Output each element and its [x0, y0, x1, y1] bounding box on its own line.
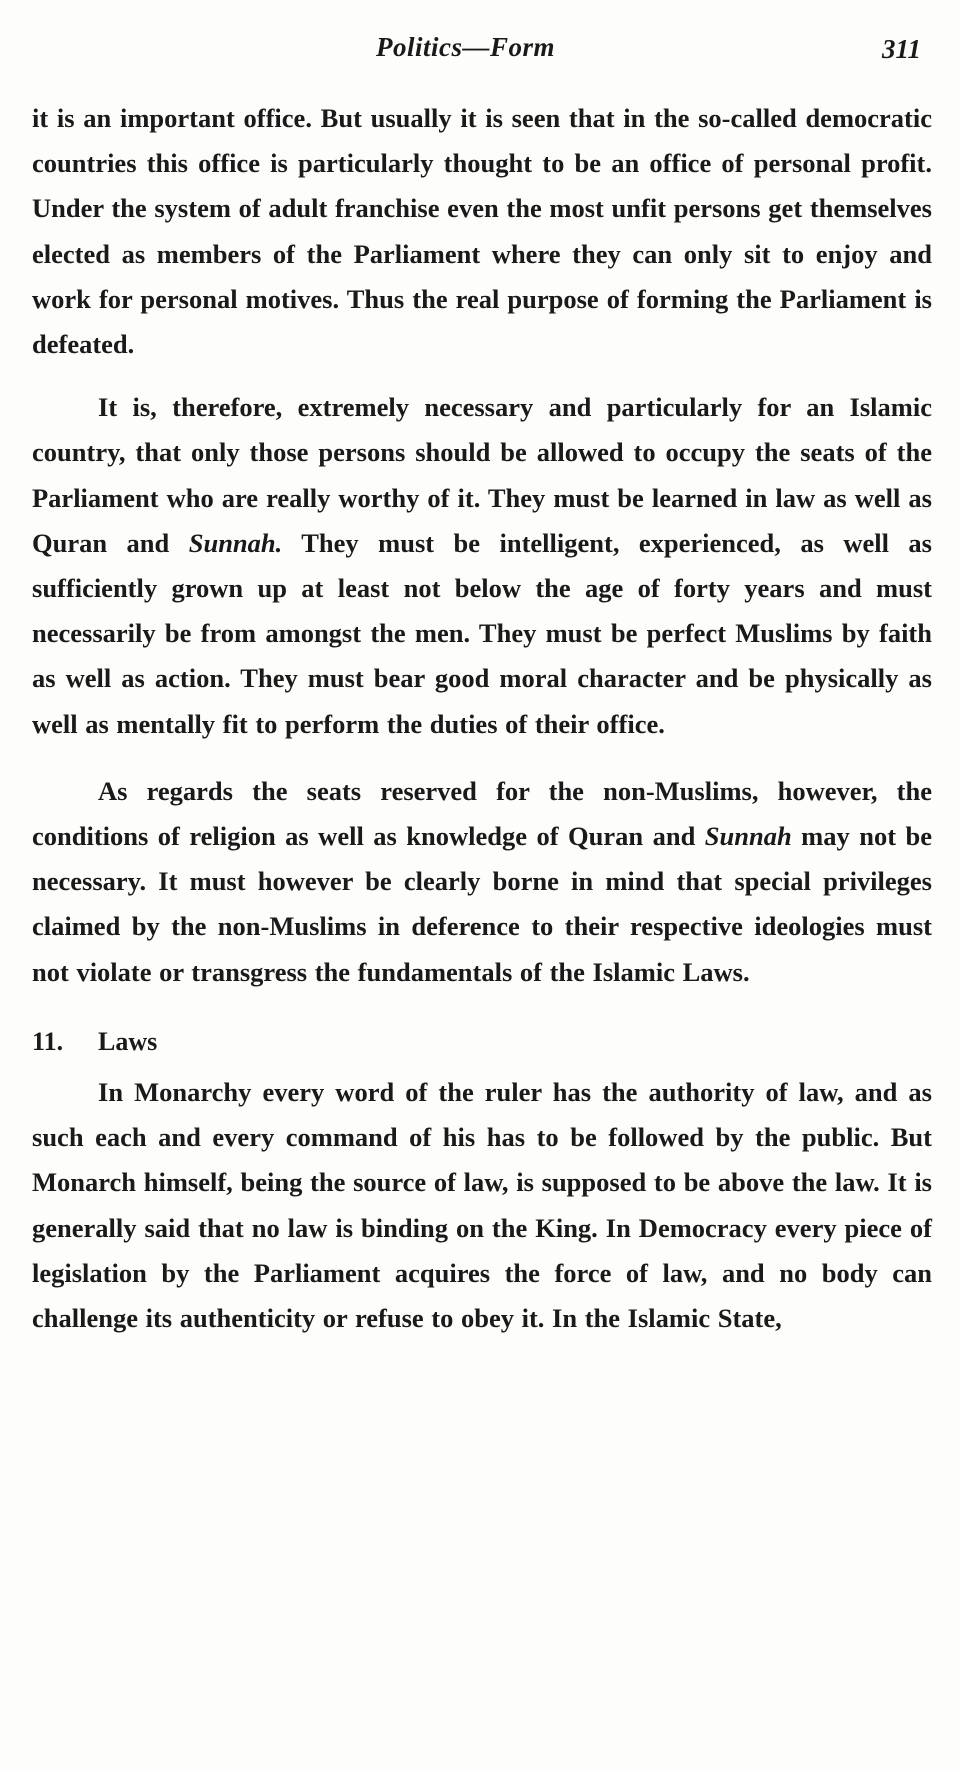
paragraph-non-muslim-seats [32, 769, 932, 995]
paragraph-laws: In Monarchy every word of the ruler has the authority of law, and as such each and every command of his has to be followed by the public. But Monarch himself, being the source of law, is supposed to be above the law. It is generally said that no law is binding on the King. In Democracy every piece of legislation by the Parliament acquires the force of law, and no body can challenge its authenticity or refuse to obey it. In the Islamic State, [32, 1077, 932, 1334]
page-number: 311 [882, 34, 922, 64]
section-heading-laws [32, 1019, 932, 1064]
paragraph-text: It is, therefore, extremely necessary and particularly for an Islamic country, that only those persons should be allowed to occupy the seats of the Parliament who are really worthy of it. They must be learned in law as well as Quran and [32, 392, 932, 558]
paragraph-text: may not be necessary. It must however be clearly borne in mind that special privileges claimed by the non-Muslims in deference to their respective ideologies must not violate or transgress the fundamentals of the Islamic Laws. [32, 821, 932, 987]
italic-term: Sunnah. [188, 527, 283, 558]
running-head [0, 32, 960, 72]
section-title: Laws [98, 1026, 158, 1056]
paragraph-member-qualifications [32, 385, 932, 747]
paragraph-parliament-office: it is an important office. But usually it is seen that in the so-called democratic countries this office is particularly thought to be an office of personal profit. Under the system of adult franchise even the most unfit persons get themselves elected as members of the Parliament where they can only sit to enjoy and work for personal motives. Thus the real purpose of forming the Parliament is defeated. [32, 103, 932, 360]
italic-term: Sunnah [704, 821, 792, 852]
paragraph-text: They must be intelligent, experienced, as well as sufficiently grown up at least not below the age of forty years and must necessarily be from amongst the men. They must be perfect Muslims by faith as well as action. They must bear good moral character and be physically as well as mentally fit to perform the duties of their office. [32, 527, 932, 739]
body-text [32, 96, 932, 1341]
paragraph-text: As regards the seats reserved for the non-Muslims, however, the conditions of religion as well as knowledge of Quran and [32, 775, 932, 852]
section-number: 11. [32, 1026, 64, 1056]
running-title: Politics—Form [376, 32, 556, 62]
